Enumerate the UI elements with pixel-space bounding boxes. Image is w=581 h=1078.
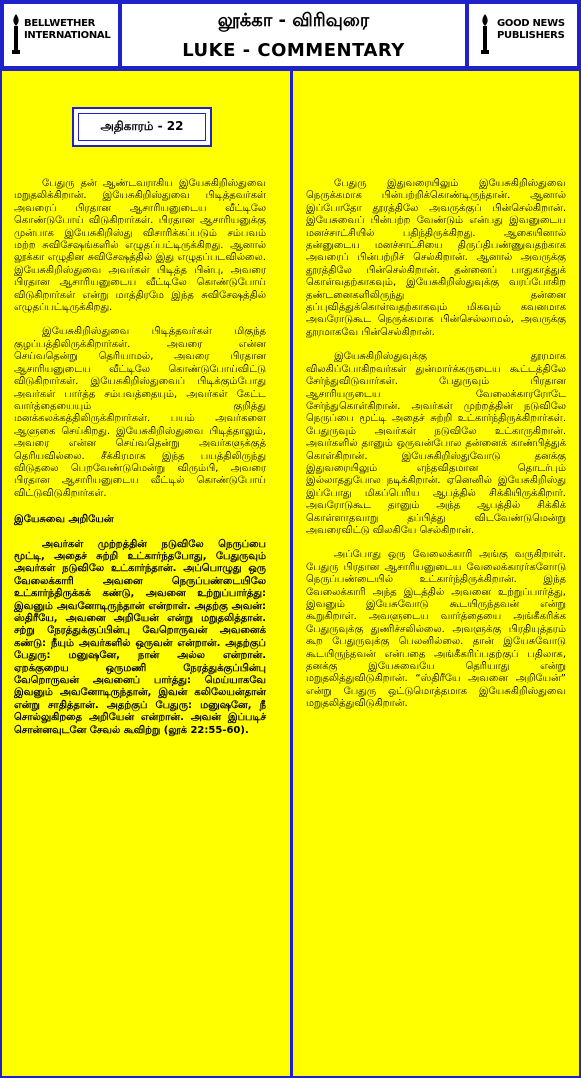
paragraph: அப்போது ஒரு வேலைக்காரி அங்கு வருகிறாள். பேதுரு பிரதான ஆசாரியனுடைய வேலைக்காரர்களோடு நெருப்பண்டையில் உட்கார்ந்திருக்கிறான். இந்த வேலைக்காரி அந்த இடத்தில் அவனை உற்றுப்பார்த்து, இவனும் இயேசுவோடு கூடயிருந்தவன் என்று கூறுகிறாள். அவளுடைய வார்த்தையை அங்கீகரிக்க பேதுருவுக்கு துணிச்சலில்லை. அவளுக்கு பிரதியுத்தரம் கூற பேதுருவுக்கு பெலனில்லை. தான் இயேசுவோடு கூடயிருந்தவன் என்பதை அங்கீகரிப்பதற்குப் பதிலாக, தனக்கு இயேசுவையே தெரியாது என்று மறுதலித்துவிடுகிறான். “ஸ்திரீயே அவனை அறியேன்” என்று பேதுரு ஒட்டுமொத்தமாக இயேசுகிறிஸ்துவை மறுதலித்துவிடுகிறான். [306, 549, 566, 710]
left-column [14, 178, 266, 737]
bellwether-logo [2, 2, 120, 68]
title-tamil: லூக்கா - விரிவுரை [217, 10, 370, 31]
scripture-quote: அவர்கள் முற்றத்தின் நடுவிலே நெருப்பை மூட்டி, அதைச் சுற்றி உட்கார்ந்தபோது, பேதுருவும் அவர்கள் நடுவிலே உட்கார்ந்தான். அப்பொழுது ஒரு வேலைக்காரி அவனை நெருப்பண்டையிலே உட்கார்ந்திருக்கக் கண்டு, அவனை உற்றுப்பார்த்து: இவனும் அவனோடிருந்தான் என்றாள். அதற்கு அவன்: ஸ்திரீயே, அவனை அறியேன் என்று மறுதலித்தான். சற்று நேரத்துக்குப்பின்பு வேறொருவன் அவனைக் கண்டு: நீயும் அவர்களில் ஒருவன் என்றான். அதற்குப் பேதுரு: மனுஷனே, நான் அல்ல என்றான். ஏறக்குறைய ஒருமணி நேரத்துக்குப்பின்பு வேறொருவன் அவனைப் பார்த்து: மெய்யாகவே இவனும் அவனோடிருந்தான், இவன் கலிலேயன்தான் என்று சாதித்தான். அதற்குப் பேதுரு: மனுஷனே, நீ சொல்லுகிறதை அறியேன் என்றான். அவன் இப்படிச் சொன்னவுடனே சேவல் கூவிற்று (லூக் 22:55-60). [14, 538, 266, 736]
good-news-logo [467, 2, 579, 68]
paragraph: இயேசுகிறிஸ்துவை பிடித்தவர்கள் மிகுந்த குழப்பத்திலிருக்கிறார்கள். அவரை என்ன செய்வதென்று தெரியாமல், அவரை பிரதான ஆசாரியனுடைய வீட்டிலே கொண்டுபோய்விட்டு விடுகிறார்கள். இயேசுகிறிஸ்துவைப் பிடிக்கும்போது அவர்கள் பார்த்த சம்பவத்தையும், அவர்கள் கேட்ட வார்த்தையையும் குறித்து மனக்கலக்கத்திலிருக்கிறார்கள். பயம் அவர்களை ஆளுகை செய்கிறது. இயேசுகிறிஸ்துவை பிடித்தாலும், அவரை என்ன செய்வதென்று அவர்களுக்குத் தெரியவில்லை. சீக்கிரமாக இந்த பயத்திலிருந்து விடுதலை பெறவேண்டுமென்று விரும்பி, அவரை பிரதான ஆசாரியனுடைய வீட்டில் கொண்டுபோய் விட்டுவிடுகிறார்கள். [14, 326, 266, 499]
right-logo-text: GOOD NEWS PUBLISHERS [497, 18, 565, 41]
torch-icon [479, 12, 491, 56]
header [2, 2, 579, 68]
title-box [120, 2, 467, 68]
chapter-box [72, 107, 212, 147]
column-divider [290, 68, 293, 1076]
paragraph: பேதுரு தன் ஆண்டவராகிய இயேசுகிறிஸ்துவை மறுதலிக்கிறான். இயேசுகிறிஸ்துவை பிடித்தவர்கள் அவரைப் பிரதான ஆசாரியனுடைய வீட்டிலே கொண்டுபோய் விடுகிறார்கள். பிரதான ஆசாரியனுக்கு முன்பாக இயேசுகிறிஸ்து விசாரிக்கப்படும் சம்பவம் மற்ற சுவிசேஷங்களில் எழுதப்பட்டிருக்கிறது. ஆனால் லூக்கா எழுதின சுவிசேஷத்தில் இது எழுதப்படவில்லை. இயேசுகிறிஸ்துவை அவர்கள் பிடித்த பின்பு, அவரை பிரதான ஆசாரியனுடைய வீட்டிலே கொண்டுபோய் விடுகிறார்கள் என்று மாத்திரமே இந்த சுவிசேஷத்தில் எழுதப்பட்டிருக்கிறது. [14, 178, 266, 314]
paragraph: பேதுரு இதுவரையிலும் இயேசுகிறிஸ்துவை நெருக்கமாக பின்பற்றிக்கொண்டிருந்தான். ஆனால் இப்போதோ தூரத்திலே அவருக்குப் பின்செல்கிறான். இயேசுவைப் பின்பற்ற வேண்டும் என்பது இவனுடைய மனச்சாட்சியில் பதிந்திருக்கிறது. ஆகையினால் தன்னுடைய மனச்சாட்சியை திருப்திபண்ணுவதற்காக அவரைப் பின்பற்றிச் செல்கிறான். ஆனால் அவருக்கு தூரத்திலே பின்செல்கிறான். தன்னைப் பாதுகாத்துக் கொள்வதற்காகவும், இயேசுகிறிஸ்துவுக்கு வரப்போகிற தண்டனைகளிலிருந்து தன்னை தப்புவித்துக்கொள்வதற்காகவும் மிகவும் கவனமாக அவரோடுகூட நெருக்கமாக பின்செல்லாமல், அவருக்கு தூரமாகவே பின்செல்கிறான். [306, 178, 566, 338]
chapter-label: அதிகாரம் - 22 [78, 113, 206, 141]
torch-icon [10, 12, 22, 56]
paragraph: இயேசுகிறிஸ்துவுக்கு தூரமாக விலகிப்போகிறவர்கள் துன்மார்க்கருடைய கூட்டத்திலே சேர்ந்துவிடுவார்கள். பேதுருவும் பிரதான ஆசாரியருடைய வேலைக்காரரோடே சேர்ந்துகொள்கிறான். அவர்கள் முற்றத்தின் நடுவிலே நெருப்பை மூட்டி அதைச் சுற்றி உட்கார்ந்திருக்கிறார்கள். பேதுருவும் அவர்கள் நடுவிலே உட்காருகிறான். அவர்களில் தானும் ஒருவன்போல தன்னைக் காண்பித்துக் கொள்கிறான். இயேசுகிறிஸ்துவோடு தனக்கு இதுவரையிலும் எந்தவிதமான தொடர்பும் இல்லாததுபோல நடிக்கிறான். ஏனெனில் இயேசுகிறிஸ்து இப்போது மிகப்பெரிய ஆபத்தில் சிக்கியிருக்கிறார். அவரோடுகூட தானும் அந்த ஆபத்தில் சிக்கிக் கொள்ளாதவாறு தப்பித்து விடவேண்டுமென்று அவரைவிட்டு விலகியே செல்கிறான். [306, 351, 566, 536]
left-logo-text: BELLWETHER INTERNATIONAL [24, 18, 111, 41]
subheading: இயேசுவை அறியேன் [14, 514, 114, 526]
right-column [306, 178, 566, 711]
title-english: LUKE - COMMENTARY [182, 40, 405, 61]
